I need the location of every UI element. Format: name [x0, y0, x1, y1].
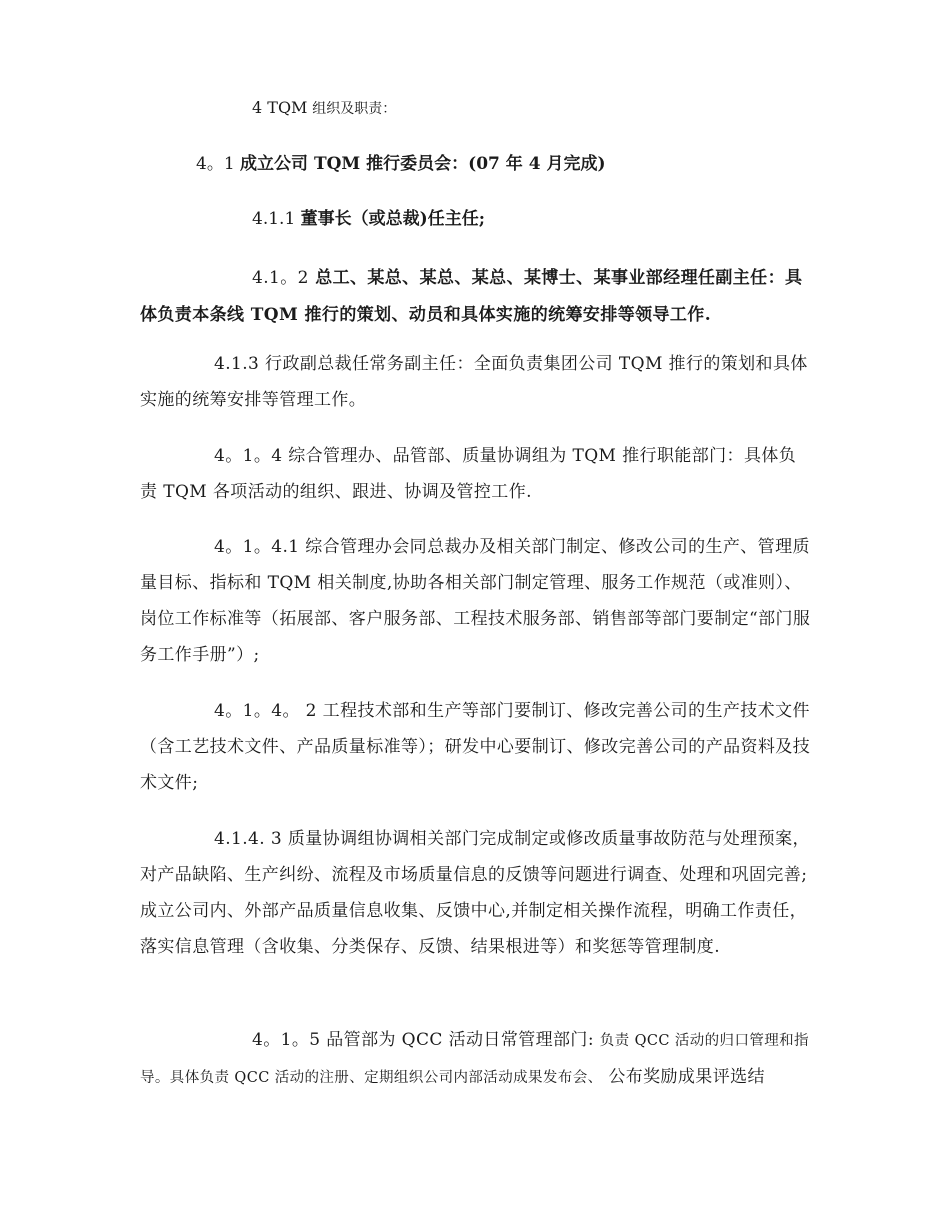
clause-lead: 品管部为 QCC 活动日常管理部门:	[326, 1030, 594, 1050]
clause-4-1-4: 4。1。4 综合管理办、品管部、质量协调组为 TQM 推行职能部门：具体负责 TQM 各项活动的组织、跟进、协调及管控工作.	[140, 446, 797, 502]
clause-text: 负责 QCC 活动的归口管理和指导。具体负责 QCC 活动的注册、定期组织公司内部活动成果发布会、	[140, 1033, 809, 1086]
clause-text: 总工、某总、某总、某总、某博士、某事业部经理任副主任：具体负责本条线 TQM 推行的策划、动员和具体实施的统筹安排等领导工作.	[140, 268, 803, 325]
clause-4-1	[196, 150, 812, 178]
clause-4-1-4-1: 4。1。4.1 综合管理办会同总裁办及相关部门制定、修改公司的生产、管理质量目标、指标和 TQM 相关制度,协助各相关部门制定管理、服务工作规范（或准则）、岗位工作标准等（拓展部、客户服务部、工程技术服务部、销售部等部门要制定“部门服务工作手册”）;	[140, 537, 811, 665]
clause-4-1-1	[252, 205, 812, 233]
clause-4-1-4-2: 4。1。4。 2 工程技术部和生产等部门要制订、修改完善公司的生产技术文件（含工艺技术文件、产品质量标准等）；研发中心要制订、修改完善公司的产品资料及技术文件;	[140, 701, 811, 793]
clause-text: 成立公司 TQM 推行委员会：(07 年 4 月完成)	[240, 154, 606, 174]
clause-4-1-5	[140, 1022, 812, 1096]
clause-number: 4。1。5	[252, 1030, 321, 1050]
clause-text: 董事长（或总裁)任主任;	[300, 209, 485, 229]
section-number: 4 TQM	[252, 98, 308, 117]
clause-4-1-2	[140, 260, 812, 334]
clause-number: 4.1.1	[252, 209, 296, 229]
clause-4-1-4-3: 4.1.4. 3 质量协调组协调相关部门完成制定或修改质量事故防范与处理预案，对产品缺陷、生产纠纷、流程及市场质量信息的反馈等问题进行调查、处理和巩固完善;成立公司内、外部产品质量信息收集、反馈中心,并制定相关操作流程，明确工作责任，落实信息管理（含收集、分类保存、反馈、结果根进等）和奖惩等管理制度.	[140, 829, 810, 957]
clause-tail: 公布奖励成果评选结	[608, 1067, 765, 1087]
section-heading	[252, 94, 812, 123]
clause-number: 4.1。2	[252, 268, 309, 288]
clause-number: 4。1	[196, 154, 235, 174]
clause-4-1-3: 4.1.3 行政副总裁任常务副主任：全面负责集团公司 TQM 推行的策划和具体实施的统筹安排等管理工作。	[140, 354, 808, 410]
section-title: 组织及职责：	[312, 101, 397, 117]
